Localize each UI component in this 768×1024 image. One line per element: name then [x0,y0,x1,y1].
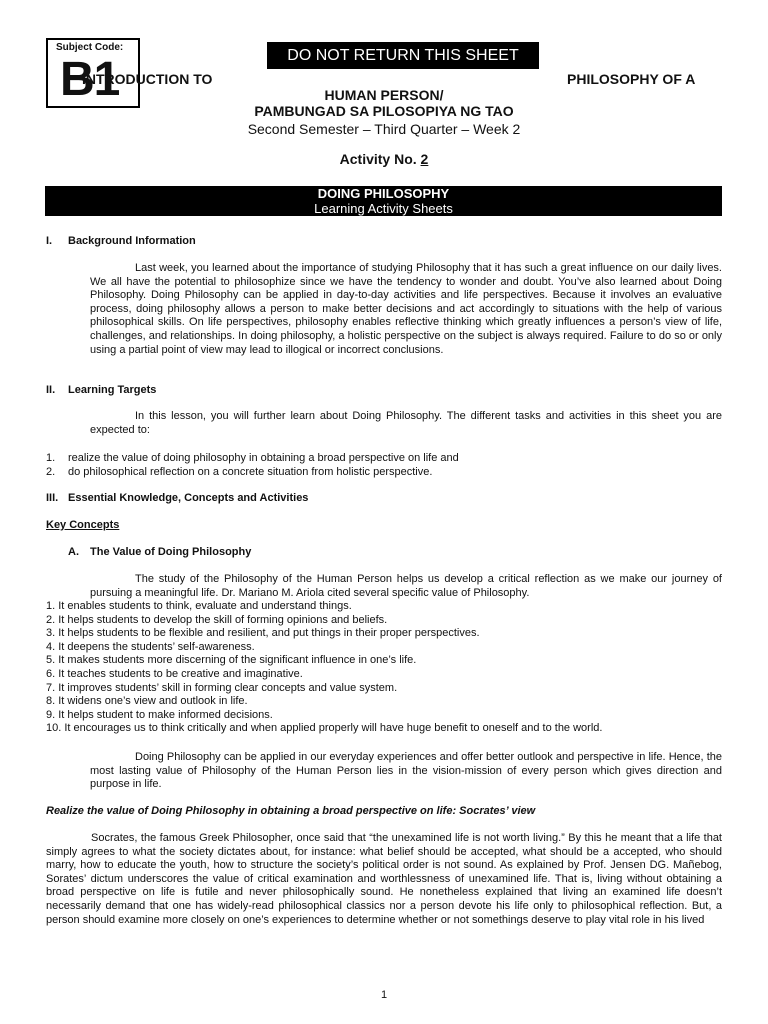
title-left: INTRODUCTION TO [82,71,213,87]
key-concepts-label: Key Concepts [46,519,120,531]
list-item: 2. do philosophical reflection on a concrete situation from holistic perspective. [46,465,433,478]
subsection-a-letter: A. [68,546,79,558]
background-heading-number: I. [46,235,53,247]
page-number: 1 [380,989,388,1001]
section-subtitle: Learning Activity Sheets [314,201,453,216]
value-closing: Doing Philosophy can be applied in our everyday experiences and offer better outlook and perspective in life. Hence, the most lasting value of Philosophy of the Human Person lies in the vision-mission of every person which gives direction and purpose in life. [90,751,722,791]
targets-list [46,452,459,479]
activity-number [0,151,768,167]
socrates-heading: Realize the value of Doing Philosophy in obtaining a broad perspective on life: Socrates’ view [46,805,536,817]
list-item: 8. It widens one’s view and outlook in life. [46,695,248,708]
targets-heading: Learning Targets [68,384,157,396]
list-item: 7. It improves students’ skill in forming clear concepts and value system. [46,681,398,694]
background-heading: Background Information [68,235,196,247]
activity-label: Activity No. [339,151,421,167]
subject-code-label: Subject Code: [56,42,124,53]
title-line-2: HUMAN PERSON/ [324,87,444,103]
values-list [46,600,602,736]
background-paragraph: Last week, you learned about the importance of studying Philosophy that it has such a great influence on our daily lives. We all have the potential to philosophize since we have the tendency to wonder and doubt. You’ve also learned about Doing Philosophy. Doing Philosophy can be applied in day-to-day activities and life perspectives. Because it involves an evaluative process, doing philosophy allows a person to make better decisions and act accordingly to situations with the help of various philosophical skills. On life perspectives, philosophy enables reflective thinking which greatly influences a person’s view of life, challenges, and relationships. In doing philosophy, a holistic perspective on the subject is always required. Failure to do so or only using a partial point of view may lead to illogical or incorrect conclusions. [90,262,722,356]
list-item: 10. It encourages us to think critically and when applied properly will have huge benefit to oneself and to the world. [46,722,603,735]
subject-code-value: B1 [60,53,120,106]
title-line-3: PAMBUNGAD SA PILOSOPIYA NG TAO [254,103,514,119]
semester-line: Second Semester – Third Quarter – Week 2 [247,121,521,137]
activity-number-value: 2 [420,151,429,167]
list-item: 4. It deepens the students’ self-awareness. [46,640,255,653]
section-title: DOING PHILOSOPHY [317,186,450,201]
targets-intro: In this lesson, you will further learn about Doing Philosophy. The different tasks and activities in this sheet you are expected to: [90,410,722,436]
essential-heading: Essential Knowledge, Concepts and Activities [68,492,309,504]
title-right: PHILOSOPHY OF A [567,71,696,87]
essential-heading-number: III. [46,492,59,504]
list-item: 3. It helps students to be flexible and resilient, and put things in their proper perspectives. [46,627,480,640]
value-intro: The study of the Philosophy of the Human Person helps us develop a critical reflection as we make our journey of pursuing a meaningful life. Dr. Mariano M. Ariola cited several specific value of Philosophy. [90,573,722,599]
socrates-paragraph: Socrates, the famous Greek Philosopher, once said that “the unexamined life is not worth living.” By this he meant that a life that simply agrees to what the society dictates about, for instance: what belief should be accepted, what should be a accepted, who should marry, how to educate the youth, how to structure the society’s political order is not sound. As explained by Prof. Jensen DG. Mañebog, Sorates’ dictum underscores the value of critical examination and worthlessness of unexamined life. That is, living without obtaining a broad perspective on life is futile and never philosophically sound. He nonetheless explained that living an examined life doesn’t necessarily demand that one has widely-read philosophical classics nor a person devote his life only to philosophical reflection. But, a person should examine more closely on one’s experiences to determine whether or not somethings deserve to play vital role in his lived [46,832,722,926]
list-item: 1. realize the value of doing philosophy in obtaining a broad perspective on life and [46,452,459,464]
list-item: 5. It makes students more discerning of the significant influence in one’s life. [46,654,417,667]
do-not-return-banner: DO NOT RETURN THIS SHEET [267,42,539,69]
targets-heading-number: II. [46,384,56,396]
subsection-a-title: The Value of Doing Philosophy [90,546,252,558]
list-item: 2. It helps students to develop the skill of forming opinions and beliefs. [46,613,388,626]
list-item: 1. It enables students to think, evaluate and understand things. [46,600,352,612]
list-item: 6. It teaches students to be creative and imaginative. [46,667,303,680]
section-title-bar [45,186,722,216]
list-item: 9. It helps student to make informed decisions. [46,708,273,721]
